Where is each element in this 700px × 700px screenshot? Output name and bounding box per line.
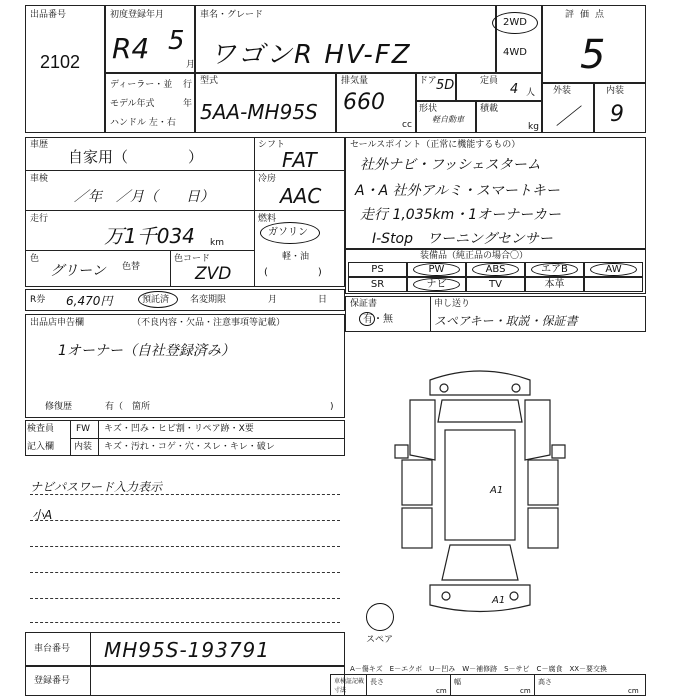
model-year-unit: 年 — [183, 99, 193, 109]
handover-label: 申し送り — [434, 299, 471, 309]
exhibitor-note: （不良内容・欠品・注意事項等記載） — [132, 318, 286, 328]
damage-legend: A－傷キズ E－エクボ U－凹み W－補修跡 S－サビ C－腐食 XX－要交換 — [350, 665, 608, 673]
color-code-label: 色コード — [174, 254, 211, 264]
dim-cell-5: cm — [520, 687, 531, 695]
memo-line-1: ナビパスワード入力表示 — [30, 480, 163, 494]
color-change-label: 色替 — [122, 262, 141, 272]
fw-items: キズ・凹み・ヒビ割・リペア跡・X要 — [104, 424, 254, 434]
selling-line-4: I-Stop ワーニングセンサー — [372, 231, 553, 247]
exhibitor-title: 出品店申告欄 — [30, 318, 85, 328]
dim-cell-7: cm — [628, 687, 639, 695]
dim-cell-1: 寸法 — [334, 687, 347, 694]
repair-value: 有（ 箇所 — [105, 402, 151, 412]
door-value: 5D — [436, 78, 455, 93]
equipment-cell-0-1: PW — [407, 262, 466, 277]
ac-value: AAC — [280, 184, 322, 208]
model-name: ワゴンR HV-FZ — [210, 40, 412, 70]
int-inspect-items: キズ・汚れ・コゲ・穴・スレ・キレ・破レ — [104, 442, 275, 452]
shift-label: シフト — [258, 140, 286, 150]
cap-unit: 人 — [526, 88, 536, 98]
mileage-unit: km — [210, 238, 224, 248]
reg-year: R4 — [112, 32, 150, 65]
name-change-month: 月 — [268, 295, 278, 305]
use-value: 自家用（ ） — [68, 148, 204, 166]
lot-number: 2102 — [40, 52, 81, 72]
chassis-label: 車台番号 — [34, 644, 71, 654]
spare-tire — [366, 603, 394, 631]
recycle-label: R券 — [30, 295, 46, 305]
mileage-value: 万1千034 — [104, 224, 195, 248]
ext-label: 外装 — [553, 86, 572, 96]
equipment-circle-0-4 — [590, 263, 637, 276]
name-change-label: 名変期限 — [190, 295, 227, 305]
door-label: ドア — [419, 76, 437, 86]
chassis-value: MH95S-193791 — [104, 638, 271, 662]
inspector-label: 検査員 — [27, 424, 55, 434]
equipment-cell-1-0: SR — [348, 277, 407, 292]
model-label: 車名・グレード — [200, 10, 264, 20]
dim-cell-2: 長さ — [370, 678, 384, 686]
ext-value: ／ — [556, 105, 579, 130]
register-label: 登録番号 — [34, 676, 71, 686]
shift-value: FAT — [282, 148, 317, 172]
equipment-circle-0-3 — [531, 263, 578, 276]
selling-line-1: 社外ナビ・フッシェスターム — [360, 157, 541, 173]
memo-line-2: 小A — [32, 508, 53, 522]
dealer-label: ディーラー・並 — [110, 80, 173, 90]
equipment-cell-1-4 — [584, 277, 643, 292]
mileage-label: 走行 — [30, 214, 49, 224]
register-row — [25, 666, 345, 696]
load-label: 積載 — [480, 104, 499, 114]
recycle-value: 6,470円 — [66, 294, 113, 308]
type-value: 5AA-MH95S — [200, 100, 318, 124]
cc-unit: cc — [402, 120, 412, 130]
selling-title: セールスポイント（正常に機能するもの） — [350, 140, 521, 150]
dealer-unit: 行 — [183, 80, 193, 90]
cap-label: 定員 — [480, 76, 499, 86]
equipment-cell-1-1: ナビ — [407, 277, 466, 292]
equipment-cell-0-0: PS — [348, 262, 407, 277]
load-unit: kg — [528, 122, 539, 132]
exhibitor-content: 1オーナー（自社登録済み） — [58, 343, 235, 359]
dim-cell-0: 車検証記載 — [334, 678, 365, 685]
type-label: 型式 — [200, 76, 219, 86]
warranty-value: 有・無 — [363, 314, 393, 325]
damage-mark-2: A1 — [492, 595, 506, 606]
exhibitor-section — [25, 314, 345, 418]
score-value: 5 — [580, 32, 606, 78]
notes-label: 記入欄 — [27, 442, 55, 452]
drive-4wd: 4WD — [503, 47, 527, 58]
damage-mark-1: A1 — [490, 485, 504, 496]
repair-label: 修復歴 — [45, 402, 73, 412]
selling-line-2: A・A 社外アルミ・スマートキー — [355, 183, 560, 199]
equipment-cell-1-3: 本革 — [525, 277, 584, 292]
color-code-value: ZVD — [195, 264, 232, 284]
selling-line-3: 走行 1,035km・1オーナーカー — [360, 207, 561, 223]
equipment-circle-0-1 — [413, 263, 460, 276]
int-label: 内装 — [606, 86, 625, 96]
model-year-label: モデル年式 — [110, 99, 155, 109]
color-value: グリーン — [50, 263, 106, 279]
ac-label: 冷房 — [258, 174, 277, 184]
equipment-title: 装備品（純正品の場合〇） — [420, 251, 529, 261]
handover-value: スペアキー・取説・保証書 — [434, 314, 578, 328]
shape-value: 軽自動車 — [432, 115, 464, 124]
score-label: 評価点 — [565, 10, 611, 20]
warranty-label: 保証書 — [350, 299, 378, 309]
shape-label: 形状 — [419, 104, 438, 114]
handle-label: ハンドル 左・右 — [110, 118, 176, 128]
dim-cell-3: cm — [436, 687, 447, 695]
equipment-cell-1-2: TV — [466, 277, 525, 292]
use-label: 車歴 — [30, 140, 49, 150]
inspect-value: ／年 ／月（ 日） — [74, 189, 214, 205]
fuel-other: 軽・油 — [282, 252, 310, 262]
name-change-day: 日 — [318, 295, 328, 305]
equipment-cell-0-3: エアB — [525, 262, 584, 277]
fuel-value: ガソリン — [268, 227, 308, 238]
cc-label: 排気量 — [341, 76, 369, 86]
int-value: 9 — [610, 102, 624, 127]
cc-value: 660 — [343, 90, 385, 115]
equipment-circle-0-2 — [472, 263, 519, 276]
color-label: 色 — [30, 254, 40, 264]
reg-month-unit: 月 — [186, 60, 196, 70]
cap-value: 4 — [510, 82, 519, 97]
dim-cell-6: 高さ — [538, 678, 552, 686]
fuel-label: 燃料 — [258, 214, 277, 224]
int-inspect-label: 内装 — [74, 442, 93, 452]
fw-label: FW — [76, 424, 91, 434]
spare-label: スペア — [366, 635, 394, 645]
inspect-label: 車検 — [30, 174, 49, 184]
car-diagram — [380, 360, 580, 620]
equipment-cell-0-4: AW — [584, 262, 643, 277]
dim-cell-4: 幅 — [454, 678, 461, 686]
drive-2wd: 2WD — [503, 17, 527, 28]
equipment-circle-1-1 — [413, 278, 460, 291]
lot-label: 出品番号 — [30, 10, 67, 20]
recycle-status: 預託済 — [142, 295, 170, 305]
reg-month: 5 — [168, 26, 185, 56]
reg-label: 初度登録年月 — [110, 10, 165, 20]
equipment-cell-0-2: ABS — [466, 262, 525, 277]
